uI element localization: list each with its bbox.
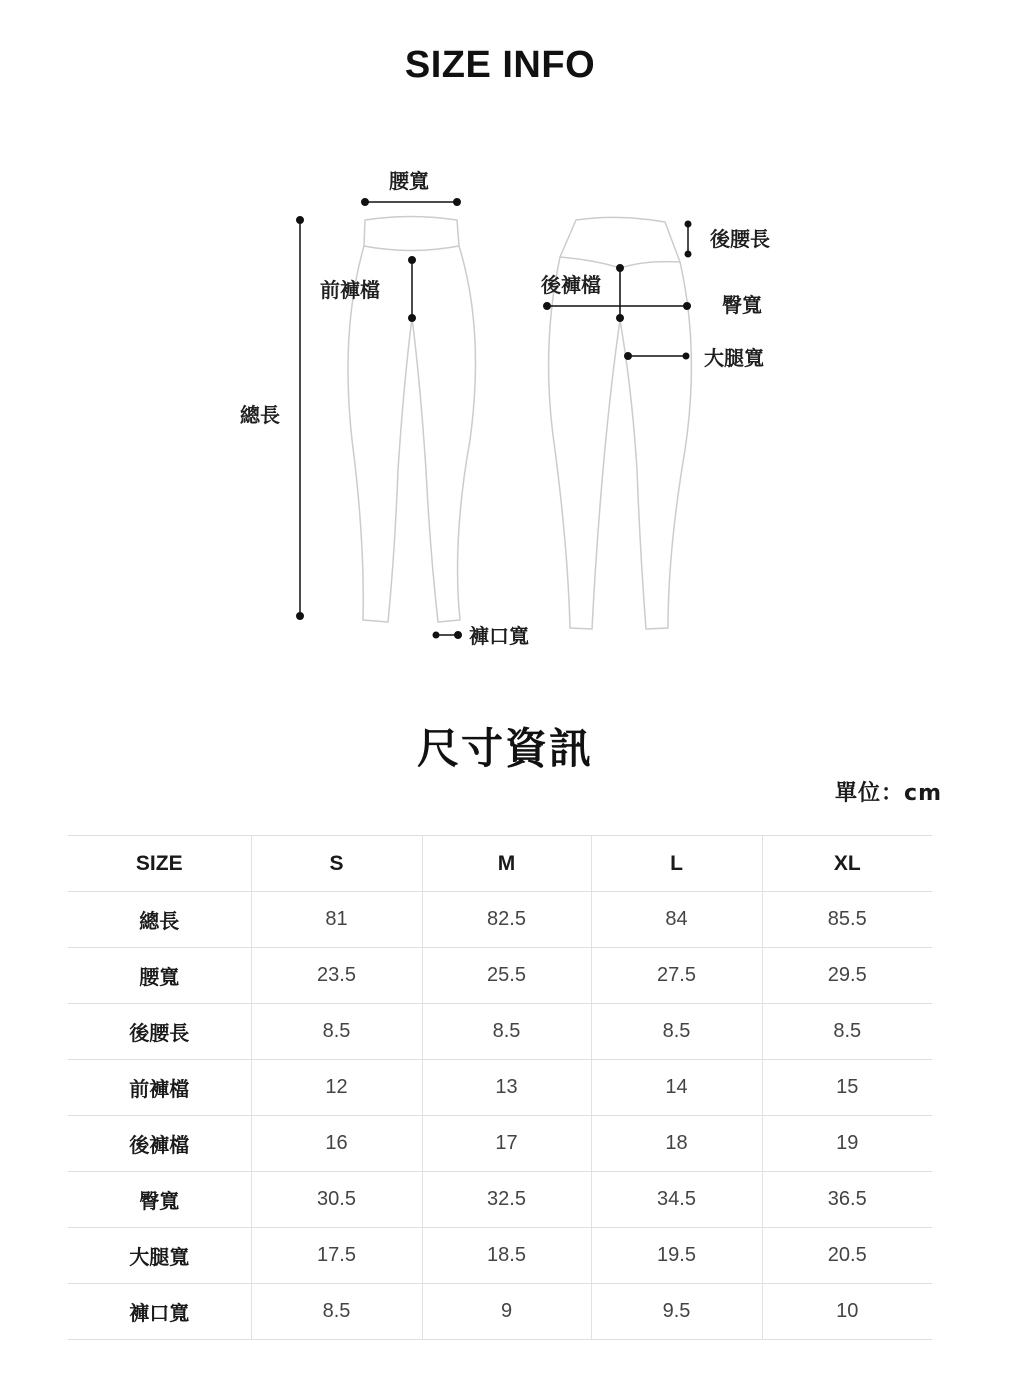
table-cell: 14 [591, 1060, 762, 1116]
table-row [68, 1060, 932, 1116]
hip-width-marker [544, 303, 691, 310]
page-title: SIZE INFO [404, 44, 596, 86]
table-cell: 25.5 [422, 948, 591, 1004]
table-cell: 20.5 [762, 1228, 932, 1284]
table-cell: 34.5 [591, 1172, 762, 1228]
row-label: 大腿寬 [68, 1228, 251, 1284]
label-hip-width: 臀寬 [722, 293, 762, 317]
table-cell: 18.5 [422, 1228, 591, 1284]
table-cell: 29.5 [762, 948, 932, 1004]
hem-width-marker [433, 632, 462, 639]
waist-width-marker [362, 199, 461, 206]
size-table [68, 835, 932, 1340]
table-row [68, 892, 932, 948]
label-back-rise: 後褲檔 [541, 273, 601, 297]
header-s: S [251, 836, 422, 892]
back-waist-length-marker [685, 221, 691, 257]
header-size: SIZE [68, 836, 251, 892]
table-cell: 15 [762, 1060, 932, 1116]
table-cell: 16 [251, 1116, 422, 1172]
label-hem-width: 褲口寬 [469, 624, 529, 648]
unit-label: 單位：cm [835, 781, 942, 806]
table-row [68, 1228, 932, 1284]
table-row [68, 1004, 932, 1060]
table-cell: 12 [251, 1060, 422, 1116]
row-label: 腰寬 [68, 948, 251, 1004]
section-title: 尺寸資訊 [416, 724, 593, 773]
table-cell: 9.5 [591, 1284, 762, 1340]
table-cell: 10 [762, 1284, 932, 1340]
table-cell: 32.5 [422, 1172, 591, 1228]
table-cell: 17.5 [251, 1228, 422, 1284]
header-m: M [422, 836, 591, 892]
back-rise-marker [617, 265, 624, 322]
table-row [68, 1116, 932, 1172]
table-row [68, 1172, 932, 1228]
table-cell: 85.5 [762, 892, 932, 948]
table-cell: 27.5 [591, 948, 762, 1004]
total-length-marker [297, 217, 304, 620]
front-rise-marker [409, 257, 416, 322]
table-cell: 30.5 [251, 1172, 422, 1228]
table-header-row [68, 836, 932, 892]
label-total-length: 總長 [240, 403, 280, 427]
table-row [68, 1284, 932, 1340]
table-cell: 36.5 [762, 1172, 932, 1228]
table-cell: 17 [422, 1116, 591, 1172]
row-label: 後褲檔 [68, 1116, 251, 1172]
table-cell: 8.5 [251, 1004, 422, 1060]
table-cell: 8.5 [422, 1004, 591, 1060]
row-label: 褲口寬 [68, 1284, 251, 1340]
row-label: 前褲檔 [68, 1060, 251, 1116]
thigh-width-marker [625, 353, 690, 360]
table-cell: 8.5 [591, 1004, 762, 1060]
table-cell: 82.5 [422, 892, 591, 948]
table-cell: 19 [762, 1116, 932, 1172]
table-cell: 9 [422, 1284, 591, 1340]
table-cell: 8.5 [251, 1284, 422, 1340]
label-thigh-width: 大腿寬 [704, 346, 764, 370]
leggings-measurement-diagram [0, 150, 1036, 650]
header-xl: XL [762, 836, 932, 892]
table-cell: 23.5 [251, 948, 422, 1004]
table-cell: 84 [591, 892, 762, 948]
table-cell: 8.5 [762, 1004, 932, 1060]
label-waist-width: 腰寬 [389, 169, 429, 193]
table-cell: 13 [422, 1060, 591, 1116]
table-cell: 81 [251, 892, 422, 948]
table-cell: 18 [591, 1116, 762, 1172]
table-cell: 19.5 [591, 1228, 762, 1284]
label-back-waist-length: 後腰長 [710, 227, 770, 251]
row-label: 總長 [68, 892, 251, 948]
row-label: 臀寬 [68, 1172, 251, 1228]
table-row [68, 948, 932, 1004]
label-front-rise: 前褲檔 [320, 278, 380, 302]
row-label: 後腰長 [68, 1004, 251, 1060]
header-l: L [591, 836, 762, 892]
